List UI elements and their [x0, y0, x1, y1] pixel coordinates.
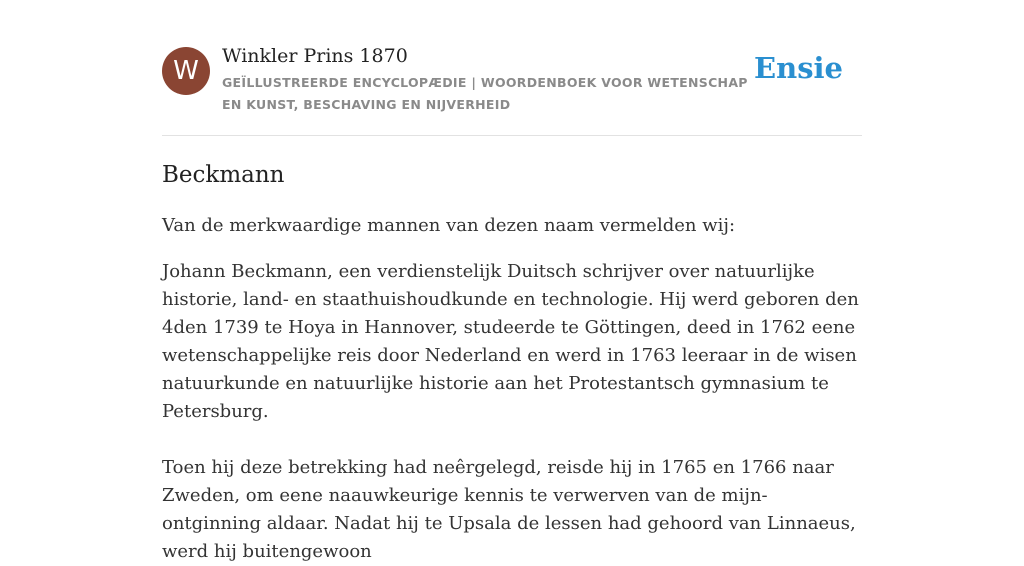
- source-title[interactable]: Winkler Prins 1870: [222, 45, 408, 67]
- article-paragraph-travels: Toen hij deze betrekking had neêrgelegd, reisde hij in 1765 en 1766 naar Zweden, om eene naauwkeurige kennis te verwerven van de mijn-ontginning aldaar. Nadat hij te Upsala de lessen had gehoord van Linnaeus, werd hij buitengewoon: [162, 457, 856, 562]
- article-paragraph-intro: Van de merkwaardige mannen van dezen naam vermelden wij:: [162, 215, 736, 236]
- ensie-logo-link[interactable]: Ensie: [754, 51, 843, 85]
- article-title: Beckmann: [162, 162, 285, 188]
- article-paragraph-biography: Johann Beckmann, een verdienstelijk Duitsch schrijver over natuurlijke historie, land- en staathuishoudkunde en technologie. Hij werd geboren den 4den 1739 te Hoya in Hannover, studeerde te Göttingen, deed in 1762 eene wetenschappelijke reis door Nederland en werd in 1763 leeraar in de wisen natuurkunde en natuurlijke historie aan het Protestantsch gymnasium te Petersburg.: [162, 261, 859, 422]
- article-content: [162, 158, 862, 566]
- source-avatar[interactable]: W: [162, 47, 210, 95]
- source-header: [162, 44, 862, 136]
- source-subtitle: GEÏLLUSTREERDE ENCYCLOPÆDIE | WOORDENBOEK VOOR WETENSCHAP EN KUNST, BESCHAVING EN NIJVERHEID: [222, 75, 748, 112]
